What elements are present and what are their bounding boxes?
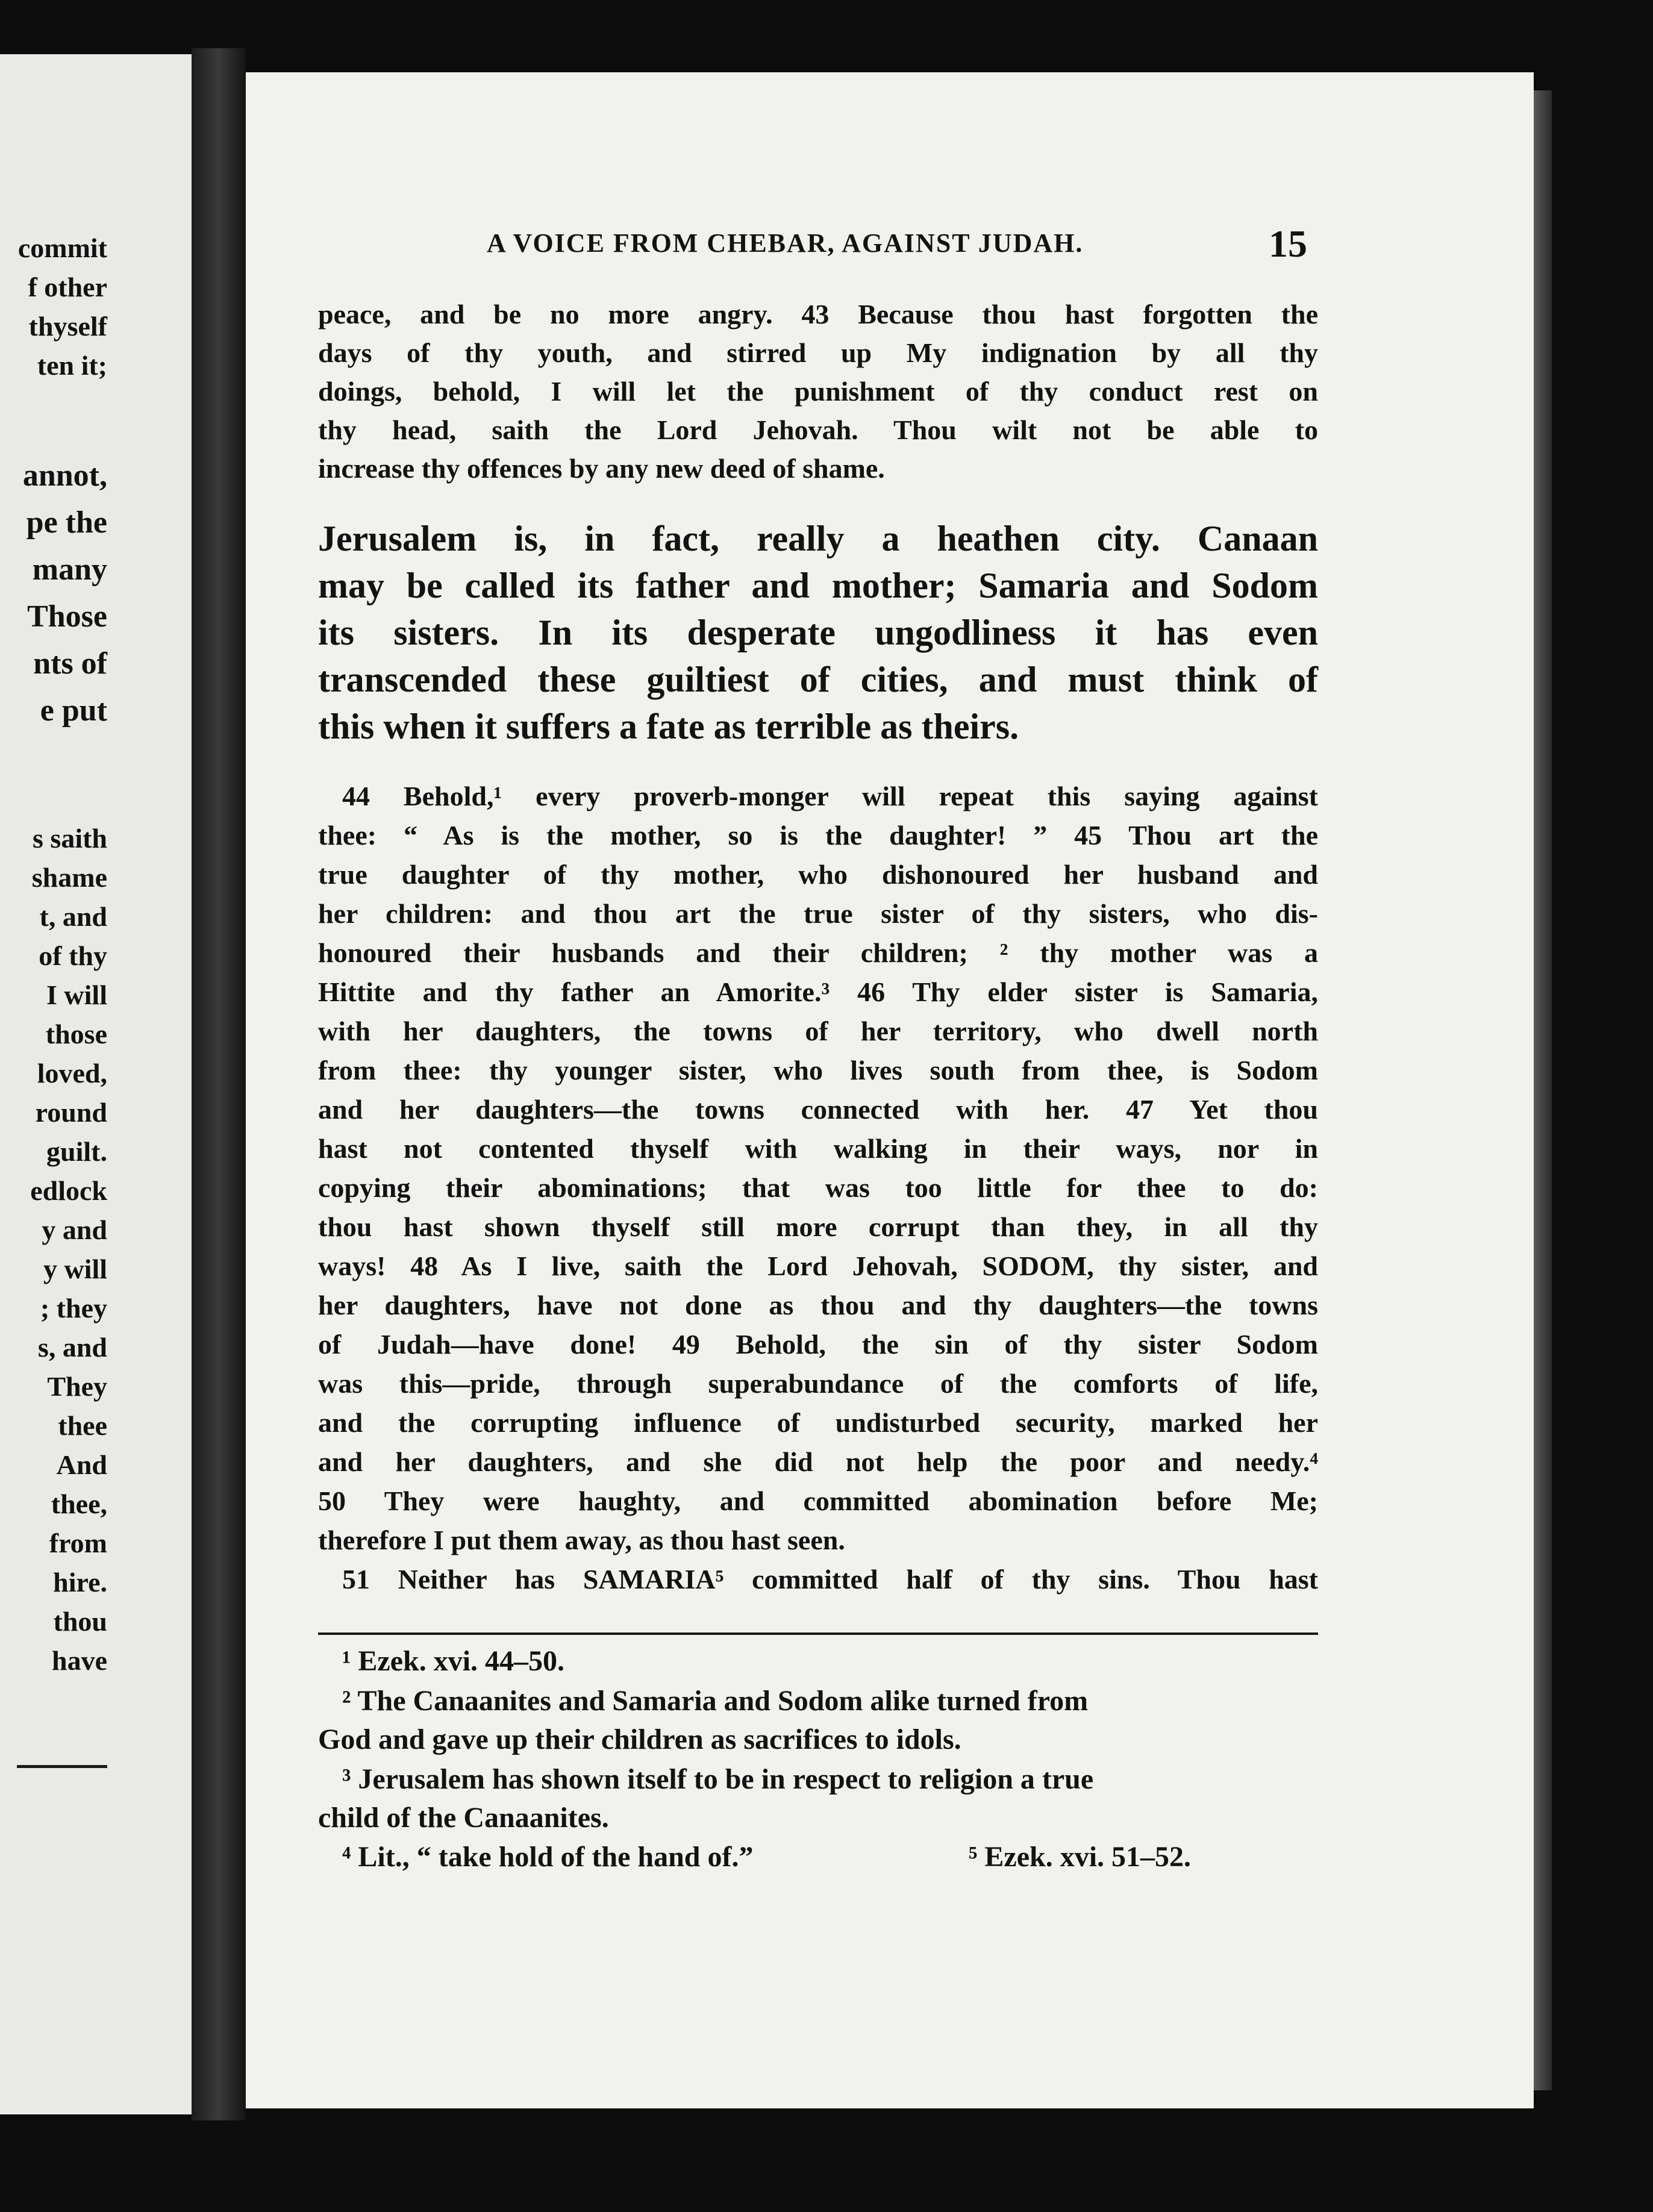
left-page-line: many	[32, 552, 107, 587]
left-page-line: I will	[46, 979, 107, 1010]
left-page-line: Those	[27, 599, 107, 634]
left-page-line: ; they	[40, 1293, 107, 1323]
left-page-line: t, and	[39, 901, 107, 932]
text-line: thee: “ As is the mother, so is the daughter! ” 45 Thou art the	[318, 820, 1318, 851]
footnote-3-line-2: child of the Canaanites.	[318, 1802, 609, 1834]
text-line: thou hast shown thyself still more corrupt than they, in all thy	[318, 1211, 1318, 1242]
left-page-line: thee	[58, 1410, 107, 1441]
left-page-line: pe the	[26, 505, 107, 540]
text-line: 51 Neither has SAMARIA⁵ committed half of thy sins. Thou hast	[342, 1564, 1318, 1595]
text-line: and her daughters, and she did not help the poor and needy.⁴	[318, 1446, 1318, 1477]
footnote-2-line-1: ² The Canaanites and Samaria and Sodom alike turned from	[342, 1685, 1089, 1717]
left-page-line: nts of	[33, 646, 107, 681]
left-page-rule	[17, 1765, 107, 1768]
text-line: increase thy offences by any new deed of shame.	[318, 453, 885, 484]
running-head	[246, 222, 1534, 276]
running-title: A VOICE FROM CHEBAR, AGAINST JUDAH.	[487, 228, 1084, 258]
footnote-rule	[318, 1632, 1318, 1635]
text-line: days of thy youth, and stirred up My indignation by all thy	[318, 337, 1318, 368]
text-line: 50 They were haughty, and committed abomination before Me;	[318, 1486, 1318, 1516]
left-page-line: edlock	[30, 1175, 107, 1206]
text-line: transcended these guiltiest of cities, and must think of	[318, 660, 1318, 699]
text-line: peace, and be no more angry. 43 Because thou hast forgotten the	[318, 299, 1318, 330]
left-page-line: guilt.	[46, 1136, 107, 1167]
text-line: ways! 48 As I live, saith the Lord Jehovah, SODOM, thy sister, and	[318, 1251, 1318, 1281]
left-page-line: those	[45, 1019, 107, 1049]
left-page-line: They	[47, 1371, 107, 1402]
left-page-line: round	[35, 1097, 107, 1128]
page-number: 15	[1269, 222, 1307, 265]
text-line: therefore I put them away, as thou hast seen.	[318, 1525, 845, 1555]
text-line: doings, behold, I will let the punishment of thy conduct rest on	[318, 376, 1318, 407]
footnote-1: ¹ Ezek. xvi. 44–50.	[342, 1645, 565, 1677]
right-page	[246, 72, 1534, 2108]
left-page-line: thee,	[51, 1489, 107, 1519]
left-page	[0, 54, 192, 2114]
left-page-line: thyself	[28, 311, 107, 342]
text-line: copying their abominations; that was too little for thee to do:	[318, 1172, 1318, 1203]
text-line: 44 Behold,¹ every proverb-monger will repeat this saying against	[342, 781, 1318, 811]
left-page-line: have	[52, 1645, 107, 1676]
left-page-line: of thy	[39, 940, 107, 971]
text-line: thy head, saith the Lord Jehovah. Thou wilt not be able to	[318, 414, 1318, 445]
text-line: with her daughters, the towns of her territory, who dwell north	[318, 1016, 1318, 1046]
left-page-line: loved,	[37, 1058, 107, 1089]
left-page-line: f other	[28, 272, 107, 302]
left-page-line: y and	[42, 1214, 107, 1245]
book-gutter	[192, 48, 246, 2120]
text-line: this when it suffers a fate as terrible as theirs.	[318, 707, 1019, 746]
text-line: and the corrupting influence of undisturbed security, marked her	[318, 1407, 1318, 1438]
page-edge	[1534, 90, 1552, 2090]
text-line: Jerusalem is, in fact, really a heathen city. Canaan	[318, 519, 1318, 558]
left-page-line: y will	[43, 1254, 107, 1284]
left-page-line: annot,	[22, 458, 107, 493]
text-line: true daughter of thy mother, who dishonoured her husband and	[318, 859, 1318, 890]
text-line: its sisters. In its desperate ungodliness it has even	[318, 613, 1318, 652]
text-line: hast not contented thyself with walking in their ways, nor in	[318, 1133, 1318, 1164]
text-line: her daughters, have not done as thou and thy daughters—the towns	[318, 1290, 1318, 1320]
text-line: was this—pride, through superabundance of the comforts of life,	[318, 1368, 1318, 1399]
left-page-line: s saith	[33, 823, 107, 854]
left-page-line: from	[49, 1528, 107, 1558]
left-page-line: e put	[40, 693, 107, 728]
text-line: may be called its father and mother; Samaria and Sodom	[318, 566, 1318, 605]
footnote-3-line-1: ³ Jerusalem has shown itself to be in respect to religion a true	[342, 1763, 1094, 1795]
footnote-5: ⁵ Ezek. xvi. 51–52.	[969, 1841, 1192, 1873]
text-line: from thee: thy younger sister, who lives south from thee, is Sodom	[318, 1055, 1318, 1086]
left-page-line: And	[56, 1449, 107, 1480]
left-page-line: thou	[53, 1606, 107, 1637]
text-line: and her daughters—the towns connected with her. 47 Yet thou	[318, 1094, 1318, 1125]
left-page-line: hire.	[53, 1567, 107, 1598]
text-line: of Judah—have done! 49 Behold, the sin of thy sister Sodom	[318, 1329, 1318, 1360]
left-page-line: shame	[31, 862, 107, 893]
footnote-2-line-2: God and gave up their children as sacrifices to idols.	[318, 1723, 961, 1755]
text-line: Hittite and thy father an Amorite.³ 46 Thy elder sister is Samaria,	[318, 976, 1318, 1007]
left-page-line: s, and	[37, 1332, 107, 1363]
left-page-line: ten it;	[37, 350, 107, 381]
footnote-4: ⁴ Lit., “ take hold of the hand of.”	[342, 1841, 754, 1873]
left-page-line: commit	[17, 233, 107, 263]
text-line: her children: and thou art the true sister of thy sisters, who dis-	[318, 898, 1318, 929]
text-line: honoured their husbands and their children; ² thy mother was a	[318, 937, 1318, 968]
